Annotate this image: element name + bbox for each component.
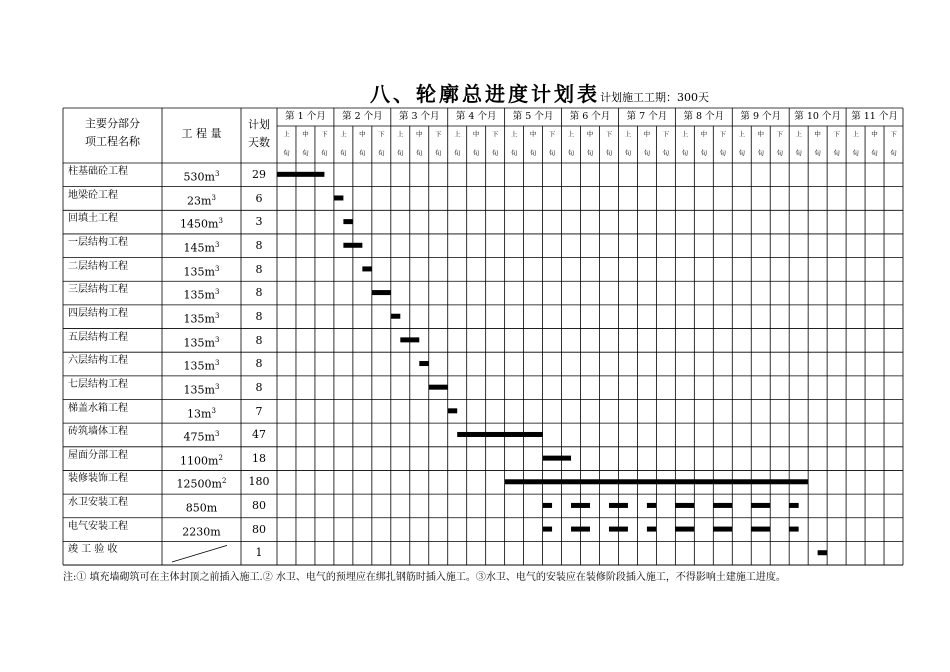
period-label-bottom: 旬 bbox=[738, 149, 745, 157]
row-days: 8 bbox=[255, 238, 263, 252]
period-label-top: 下 bbox=[548, 130, 556, 138]
period-label-top: 上 bbox=[624, 130, 632, 138]
row-quantity bbox=[162, 234, 241, 258]
row-name: 四层结构工程 bbox=[68, 307, 128, 319]
row-quantity bbox=[162, 329, 241, 353]
row-days: 80 bbox=[252, 499, 266, 513]
row-name: 回填土工程 bbox=[68, 213, 118, 225]
row-quantity bbox=[162, 447, 241, 471]
month-header: 第 7 个月 bbox=[626, 111, 668, 122]
schedule-bar bbox=[751, 527, 770, 532]
period-label-bottom: 旬 bbox=[662, 149, 670, 157]
quantity-value: 12500m bbox=[176, 478, 222, 492]
row-days: 47 bbox=[252, 428, 266, 442]
period-label-top: 下 bbox=[662, 130, 670, 138]
schedule-bar bbox=[609, 503, 628, 508]
month-header: 第 4 个月 bbox=[455, 111, 497, 122]
schedule-bar bbox=[675, 503, 694, 508]
header-item-name-line1: 主要分部分 bbox=[85, 117, 140, 130]
period-label-top: 上 bbox=[510, 130, 518, 138]
period-label-top: 中 bbox=[643, 130, 651, 138]
row-quantity bbox=[162, 376, 241, 400]
period-label-top: 上 bbox=[340, 130, 347, 138]
period-label-top: 中 bbox=[416, 130, 423, 138]
period-label-bottom: 旬 bbox=[416, 149, 423, 157]
row-quantity bbox=[162, 163, 241, 187]
schedule-bar bbox=[647, 527, 656, 532]
period-label-top: 上 bbox=[795, 130, 802, 138]
schedule-bar bbox=[505, 479, 809, 484]
row-quantity bbox=[162, 281, 241, 305]
month-header: 第 3 个月 bbox=[398, 111, 440, 122]
schedule-bar bbox=[372, 290, 391, 295]
quantity-value: 475m bbox=[183, 430, 215, 444]
period-label-bottom: 旬 bbox=[321, 149, 328, 157]
row-quantity bbox=[162, 494, 241, 518]
row-quantity bbox=[162, 518, 241, 542]
row-quantity bbox=[162, 187, 241, 211]
period-label-bottom: 旬 bbox=[681, 149, 689, 157]
row-days: 1 bbox=[255, 546, 263, 560]
month-header: 第 5 个月 bbox=[512, 111, 554, 122]
schedule-bar bbox=[609, 527, 628, 532]
quantity-unit-exponent: 2 bbox=[221, 477, 227, 486]
quantity-value: 13m bbox=[187, 407, 212, 421]
row-name: 电气安装工程 bbox=[68, 520, 128, 532]
period-label-bottom: 旬 bbox=[852, 149, 859, 157]
period-label-top: 下 bbox=[491, 130, 499, 138]
period-label-top: 中 bbox=[757, 130, 764, 138]
period-label-bottom: 旬 bbox=[472, 149, 480, 157]
header-item-name-line2: 项工程名称 bbox=[85, 135, 140, 148]
row-name: 竣 工 验 收 bbox=[68, 544, 118, 556]
schedule-bar bbox=[391, 314, 400, 319]
period-label-bottom: 旬 bbox=[814, 149, 821, 157]
row-days: 180 bbox=[248, 475, 270, 489]
period-label-bottom: 旬 bbox=[757, 149, 764, 157]
quantity-value: 135m bbox=[183, 288, 215, 302]
month-header: 第 10 个月 bbox=[794, 111, 841, 122]
period-label-top: 上 bbox=[283, 130, 290, 138]
quantity-value: 135m bbox=[183, 312, 215, 326]
schedule-bar bbox=[789, 503, 798, 508]
quantity-unit-exponent: 3 bbox=[214, 335, 220, 344]
period-label-bottom: 旬 bbox=[548, 149, 556, 157]
schedule-bar bbox=[543, 503, 552, 508]
period-label-bottom: 旬 bbox=[871, 149, 878, 157]
period-label-top: 下 bbox=[434, 130, 442, 138]
period-label-bottom: 旬 bbox=[719, 149, 727, 157]
quantity-value: 530m bbox=[183, 170, 215, 184]
header-days-line1: 计划 bbox=[248, 118, 270, 131]
row-name: 五层结构工程 bbox=[68, 331, 128, 343]
month-header: 第 8 个月 bbox=[683, 111, 725, 122]
period-label-top: 下 bbox=[605, 130, 613, 138]
header-days-line2: 天数 bbox=[248, 136, 270, 149]
schedule-bar bbox=[334, 195, 343, 200]
period-label-bottom: 旬 bbox=[605, 149, 613, 157]
row-quantity bbox=[162, 400, 241, 424]
header-quantity: 工 程 量 bbox=[181, 127, 222, 140]
row-quantity bbox=[162, 305, 241, 329]
row-name: 装修装饰工程 bbox=[68, 473, 128, 485]
period-label-bottom: 旬 bbox=[302, 149, 309, 157]
period-label-bottom: 旬 bbox=[510, 149, 518, 157]
period-label-top: 下 bbox=[833, 130, 840, 138]
row-days: 8 bbox=[255, 286, 263, 300]
period-label-top: 下 bbox=[321, 130, 328, 138]
quantity-value: 2230m bbox=[182, 525, 221, 539]
quantity-unit-exponent: 3 bbox=[214, 311, 220, 320]
row-quantity bbox=[162, 541, 241, 565]
row-name: 屋面分部工程 bbox=[68, 449, 128, 461]
quantity-value: 1450m bbox=[180, 217, 219, 231]
schedule-bar bbox=[751, 503, 770, 508]
period-label-top: 中 bbox=[586, 130, 594, 138]
period-label-bottom: 旬 bbox=[491, 149, 499, 157]
page-title: 八、轮廓总进度计划表 bbox=[370, 82, 600, 106]
row-days: 8 bbox=[255, 333, 263, 347]
quantity-unit-exponent: 3 bbox=[214, 359, 220, 368]
row-days: 8 bbox=[255, 380, 263, 394]
schedule-bar bbox=[647, 503, 656, 508]
row-days: 80 bbox=[252, 522, 266, 536]
quantity-value: 145m bbox=[183, 241, 215, 255]
period-label-bottom: 旬 bbox=[340, 149, 347, 157]
period-label-bottom: 旬 bbox=[795, 149, 802, 157]
quantity-value: 850m bbox=[185, 501, 218, 515]
row-name: 砖筑墙体工程 bbox=[68, 426, 128, 438]
row-name: 二层结构工程 bbox=[68, 260, 128, 272]
row-quantity bbox=[162, 210, 241, 234]
period-label-bottom: 旬 bbox=[378, 149, 385, 157]
quantity-value: 23m bbox=[187, 194, 212, 208]
period-label-top: 下 bbox=[890, 130, 897, 138]
period-label-bottom: 旬 bbox=[643, 149, 651, 157]
month-header: 第 2 个月 bbox=[342, 111, 383, 122]
row-days: 8 bbox=[255, 309, 263, 323]
period-label-top: 上 bbox=[738, 130, 745, 138]
month-header: 第 9 个月 bbox=[740, 111, 782, 122]
row-name: 六层结构工程 bbox=[68, 355, 128, 367]
schedule-bar bbox=[277, 172, 324, 177]
schedule-bar bbox=[343, 243, 362, 248]
quantity-value: 1100m bbox=[180, 454, 219, 468]
period-label-top: 中 bbox=[700, 130, 708, 138]
schedule-bar bbox=[571, 527, 590, 532]
row-name: 梯盖水箱工程 bbox=[68, 402, 128, 414]
period-label-top: 中 bbox=[472, 130, 480, 138]
row-name: 三层结构工程 bbox=[68, 284, 128, 296]
month-header: 第 11 个月 bbox=[851, 111, 898, 122]
quantity-unit-exponent: 3 bbox=[214, 430, 220, 439]
period-label-bottom: 旬 bbox=[434, 149, 442, 157]
quantity-value: 135m bbox=[183, 265, 215, 279]
schedule-bar bbox=[543, 527, 552, 532]
period-label-bottom: 旬 bbox=[529, 149, 537, 157]
period-label-top: 上 bbox=[567, 130, 575, 138]
period-label-top: 下 bbox=[776, 130, 783, 138]
period-label-top: 上 bbox=[852, 130, 859, 138]
period-label-bottom: 旬 bbox=[776, 149, 783, 157]
period-label-bottom: 旬 bbox=[890, 149, 897, 157]
construction-period: 计划施工工期：300天 bbox=[600, 91, 709, 104]
period-label-bottom: 旬 bbox=[833, 149, 840, 157]
row-quantity bbox=[162, 352, 241, 376]
row-days: 18 bbox=[252, 451, 266, 465]
quantity-unit-exponent: 3 bbox=[214, 382, 220, 391]
schedule-bar bbox=[429, 385, 448, 390]
period-label-top: 下 bbox=[378, 130, 385, 138]
schedule-bar bbox=[362, 266, 371, 271]
period-label-top: 上 bbox=[681, 130, 689, 138]
row-days: 6 bbox=[255, 191, 263, 205]
schedule-bar bbox=[818, 550, 827, 555]
period-label-bottom: 旬 bbox=[397, 149, 404, 157]
row-name: 七层结构工程 bbox=[68, 378, 128, 390]
period-label-bottom: 旬 bbox=[624, 149, 632, 157]
quantity-unit-exponent: 3 bbox=[218, 217, 223, 226]
schedule-bar bbox=[457, 432, 542, 437]
quantity-value: 135m bbox=[183, 359, 215, 373]
month-header: 第 1 个月 bbox=[285, 111, 326, 122]
quantity-unit-exponent: 3 bbox=[214, 264, 220, 273]
period-label-bottom: 旬 bbox=[453, 149, 461, 157]
footnote: 注:① 填充墙砌筑可在主体封顶之前插入施工.② 水卫、电气的预埋应在绑扎钢筋时插入施工。③水卫、电气的安装应在装修阶段插入施工，不得影响土建施工进度。 bbox=[63, 572, 786, 583]
month-header: 第 6 个月 bbox=[569, 111, 611, 122]
row-quantity bbox=[162, 423, 241, 447]
row-name: 水卫安装工程 bbox=[68, 497, 128, 509]
period-label-top: 上 bbox=[453, 130, 461, 138]
period-label-top: 中 bbox=[302, 130, 309, 138]
row-days: 7 bbox=[255, 404, 263, 418]
row-days: 29 bbox=[252, 168, 266, 181]
quantity-value: 135m bbox=[183, 336, 215, 350]
quantity-unit-exponent: 3 bbox=[214, 288, 220, 297]
schedule-bar bbox=[713, 527, 732, 532]
schedule-bar bbox=[675, 527, 694, 532]
schedule-bar bbox=[571, 503, 590, 508]
schedule-bar bbox=[343, 219, 352, 224]
quantity-unit-exponent: 3 bbox=[214, 240, 220, 249]
period-label-bottom: 旬 bbox=[567, 149, 575, 157]
quantity-unit-exponent: 2 bbox=[218, 453, 223, 462]
quantity-unit-exponent: 3 bbox=[211, 193, 216, 202]
quantity-value: 135m bbox=[183, 383, 215, 397]
row-days: 8 bbox=[255, 357, 263, 371]
period-label-bottom: 旬 bbox=[586, 149, 594, 157]
schedule-bar bbox=[713, 503, 732, 508]
schedule-bar bbox=[543, 456, 571, 461]
row-days: 3 bbox=[255, 215, 263, 229]
period-label-top: 中 bbox=[359, 130, 366, 138]
schedule-bar bbox=[789, 527, 798, 532]
schedule-bar bbox=[419, 361, 428, 366]
row-name: 一层结构工程 bbox=[68, 236, 128, 248]
row-quantity bbox=[162, 258, 241, 282]
quantity-unit-exponent: 3 bbox=[214, 170, 220, 178]
period-label-top: 中 bbox=[529, 130, 537, 138]
schedule-bar bbox=[400, 337, 419, 342]
period-label-bottom: 旬 bbox=[359, 149, 366, 157]
period-label-top: 中 bbox=[871, 130, 878, 138]
row-days: 8 bbox=[255, 262, 263, 276]
period-label-top: 上 bbox=[397, 130, 404, 138]
row-name: 地梁砼工程 bbox=[68, 189, 118, 201]
period-label-bottom: 旬 bbox=[700, 149, 708, 157]
period-label-bottom: 旬 bbox=[283, 149, 290, 157]
period-label-top: 中 bbox=[814, 130, 821, 138]
schedule-bar bbox=[448, 408, 457, 413]
quantity-unit-exponent: 3 bbox=[211, 406, 216, 415]
row-name: 柱基础砼工程 bbox=[68, 166, 128, 177]
row-quantity bbox=[162, 470, 241, 494]
period-label-top: 下 bbox=[719, 130, 727, 138]
